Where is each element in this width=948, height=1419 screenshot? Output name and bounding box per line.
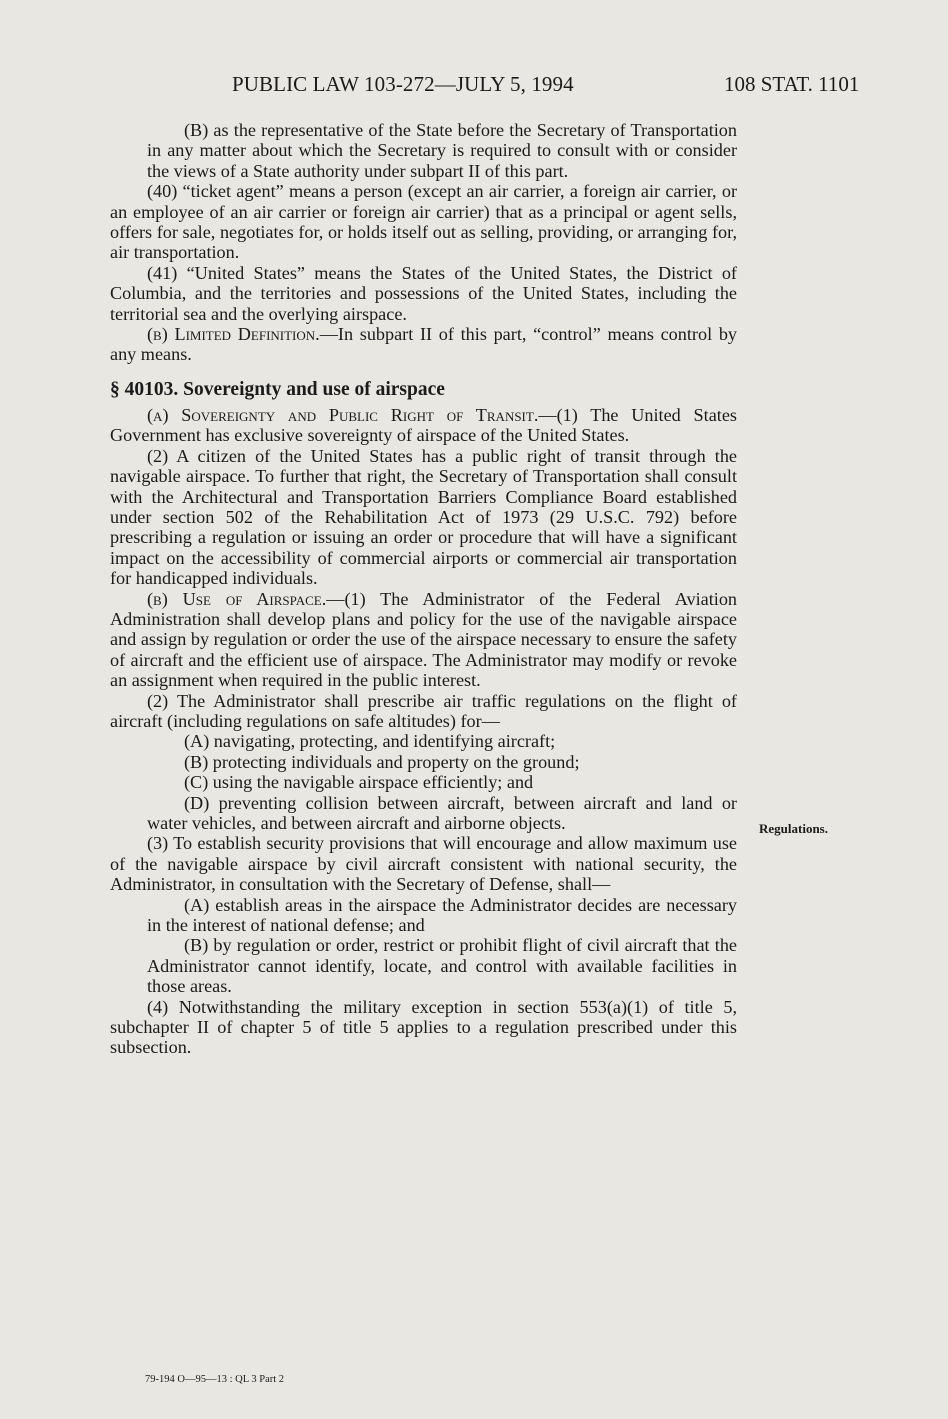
paragraph-b-2-D: (D) preventing collision between aircraft, between aircraft and land or water vehicles, and between aircraft and airborne objects.: [147, 792, 737, 833]
running-header-stat: 108 STAT. 1101: [724, 72, 860, 96]
paragraph-b-limited-definition: (b) Limited Definition.—In subpart II of this part, “control” means control by any means.: [110, 324, 738, 365]
paragraph-b-4: (4) Notwithstanding the military exception in section 553(a)(1) of title 5, subchapter II of chapter 5 of title 5 applies to a regulation prescribed under this subsection.: [110, 996, 737, 1058]
paragraph-a-sovereignty: (a) Sovereignty and Public Right of Transit.—(1) The United States Government has exclusive sovereignty of airspace of the United States.: [110, 404, 737, 446]
paragraph-41: (41) “United States” means the States of the United States, the District of Columbia, and the territories and possessions of the United States, including the territorial sea and the overlying airspace.: [110, 262, 737, 324]
paragraph-b-representative: (B) as the representative of the State before the Secretary of Transportation in any matter about which the Secretary is required to consult with or consider the views of a State authority under subpart II of this part.: [147, 120, 737, 181]
margin-note: Regulations.: [759, 821, 828, 836]
paragraph-b-3-A: (A) establish areas in the airspace the Administrator decides are necessary in the interest of national defense; and: [147, 894, 737, 936]
paragraph-b-2-A: (A) navigating, protecting, and identifying aircraft;: [184, 731, 556, 752]
paragraph-a-2: (2) A citizen of the United States has a public right of transit through the navigable airspace. To further that right, the Secretary of Transportation shall consult with the Architectural and Transportation Barriers Compliance Board established under section 502 of the Rehabilitation Act of 1973 (29 U.S.C. 792) before prescribing a regulation or issuing an order or procedure that will have a significant impact on the accessibility of commercial airports or commercial air transportation for handicapped individuals.: [110, 445, 737, 589]
body-text: [110, 120, 737, 1058]
subsection-heading: (b) Use of Airspace.: [147, 588, 327, 609]
section-title: § 40103. Sovereignty and use of airspace: [110, 378, 445, 400]
paragraph-b-2: (2) The Administrator shall prescribe air traffic regulations on the flight of aircraft (including regulations on safe altitudes) for—: [110, 690, 737, 731]
paragraph-b-2-B: (B) protecting individuals and property on the ground;: [184, 751, 580, 772]
paragraph-40: (40) “ticket agent” means a person (except an air carrier, a foreign air carrier, or an employee of an air carrier or foreign air carrier) that as a principal or agent sells, offers for sale, negotiates for, or holds itself out as selling, providing, or arranging for, air transportation.: [110, 181, 737, 263]
paragraph-b-use-of-airspace: (b) Use of Airspace.—(1) The Administrator of the Federal Aviation Administration shall develop plans and policy for the use of the navigable airspace and assign by regulation or order the use of the airspace necessary to ensure the safety of aircraft and the efficient use of airspace. The Administrator may modify or revoke an assignment when required in the public interest.: [110, 588, 738, 691]
subsection-heading: (a) Sovereignty and Public Right of Transit.: [147, 404, 539, 425]
paragraph-b-3: (3) To establish security provisions that will encourage and allow maximum use of the navigable airspace by civil aircraft consistent with national security, the Administrator, in consultation with the Secretary of Defense, shall—: [110, 833, 737, 895]
footer-print-code: 79-194 O—95—13 : QL 3 Part 2: [145, 1374, 285, 1385]
subsection-heading: (b) Limited Definition.: [147, 324, 320, 345]
paragraph-b-3-B: (B) by regulation or order, restrict or prohibit flight of civil aircraft that the Administrator cannot identify, locate, and control with available facilities in those areas.: [147, 935, 737, 997]
running-header-law: PUBLIC LAW 103-272—JULY 5, 1994: [232, 72, 574, 96]
paragraph-b-2-C: (C) using the navigable airspace efficiently; and: [184, 772, 534, 793]
